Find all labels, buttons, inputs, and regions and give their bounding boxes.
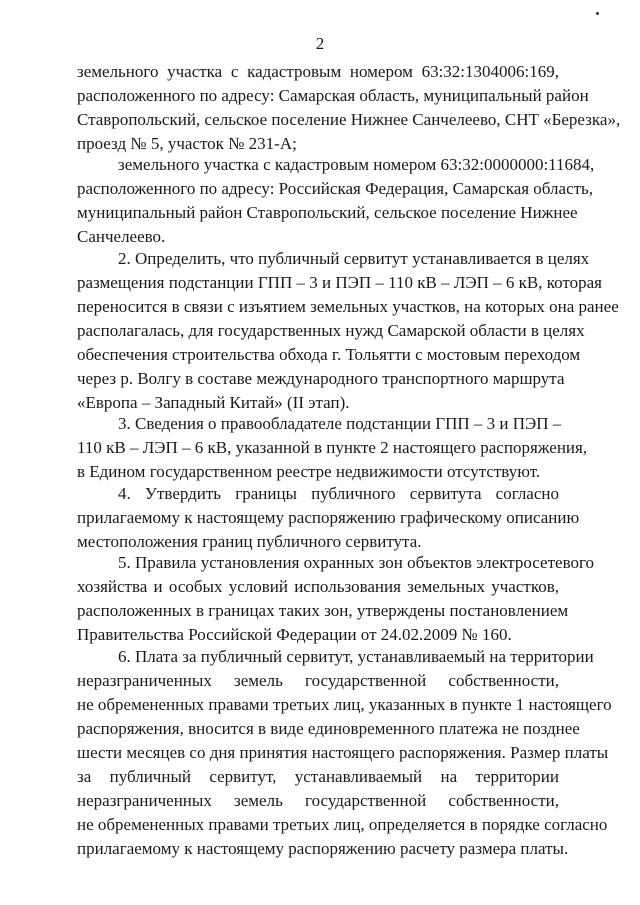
text-line: неразграниченных земель государственной собственности, <box>77 671 559 690</box>
text-line: шести месяцев со дня принятия настоящего распоряжения. Размер платы <box>77 743 609 762</box>
text-line: Санчелеево. <box>77 227 166 246</box>
text-line: переносится в связи с изъятием земельных участков, на которых она ранее <box>77 297 619 316</box>
text-line: земельного участка с кадастровым номером 63:32:1304006:169, <box>77 62 559 81</box>
text-line: распоряжения, вносится в виде единовременного платежа не позднее <box>77 719 580 738</box>
text-line: размещения подстанции ГПП – 3 и ПЭП – 110 кВ – ЛЭП – 6 кВ, которая <box>77 273 602 292</box>
text-line: Правительства Российской Федерации от 24.02.2009 № 160. <box>77 625 512 644</box>
text-line: проезд № 5, участок № 231-А; <box>77 134 297 153</box>
text-line: неразграниченных земель государственной собственности, <box>77 791 559 810</box>
text-line: прилагаемому к настоящему распоряжению графическому описанию <box>77 508 580 527</box>
text-line: местоположения границ публичного сервитута. <box>77 532 422 551</box>
text-line: Ставропольский, сельское поселение Нижнее Санчелеево, СНТ «Березка», <box>77 110 621 129</box>
text-line: муниципальный район Ставропольский, сельское поселение Нижнее <box>77 203 578 222</box>
text-line: расположенного по адресу: Самарская область, муниципальный район <box>77 86 589 105</box>
text-line: 5. Правила установления охранных зон объектов электросетевого <box>118 553 595 572</box>
text-line: 6. Плата за публичный сервитут, устанавливаемый на территории <box>118 647 594 666</box>
text-line: 4. Утвердить границы публичного сервитута согласно <box>118 484 559 503</box>
text-line: 2. Определить, что публичный сервитут устанавливается в целях <box>118 249 590 268</box>
text-line: за публичный сервитут, устанавливаемый на территории <box>77 767 559 786</box>
text-line: хозяйства и особых условий использования земельных участков, <box>77 577 559 596</box>
text-line: земельного участка с кадастровым номером 63:32:0000000:11684, <box>118 155 595 174</box>
text-line: в Едином государственном реестре недвижимости отсутствуют. <box>77 462 541 481</box>
text-line: через р. Волгу в составе международного транспортного маршрута <box>77 369 565 388</box>
text-line: не обремененных правами третьих лиц, указанных в пункте 1 настоящего <box>77 695 612 714</box>
text-line: не обремененных правами третьих лиц, определяется в порядке согласно <box>77 815 608 834</box>
page-number: 2 <box>315 34 325 53</box>
text-line: обеспечения строительства обхода г. Тольятти с мостовым переходом <box>77 345 581 364</box>
scan-speck <box>596 12 599 15</box>
text-line: 110 кВ – ЛЭП – 6 кВ, указанной в пункте 2 настоящего распоряжения, <box>77 438 588 457</box>
text-line: «Европа – Западный Китай» (II этап). <box>77 393 350 412</box>
text-line: располагалась, для государственных нужд Самарской области в целях <box>77 321 585 340</box>
text-line: 3. Сведения о правообладателе подстанции ГПП – 3 и ПЭП – <box>118 414 562 433</box>
text-line: расположенных в границах таких зон, утверждены постановлением <box>77 601 569 620</box>
text-line: прилагаемому к настоящему распоряжению расчету размера платы. <box>77 839 569 858</box>
text-line: расположенного по адресу: Российская Федерация, Самарская область, <box>77 179 594 198</box>
